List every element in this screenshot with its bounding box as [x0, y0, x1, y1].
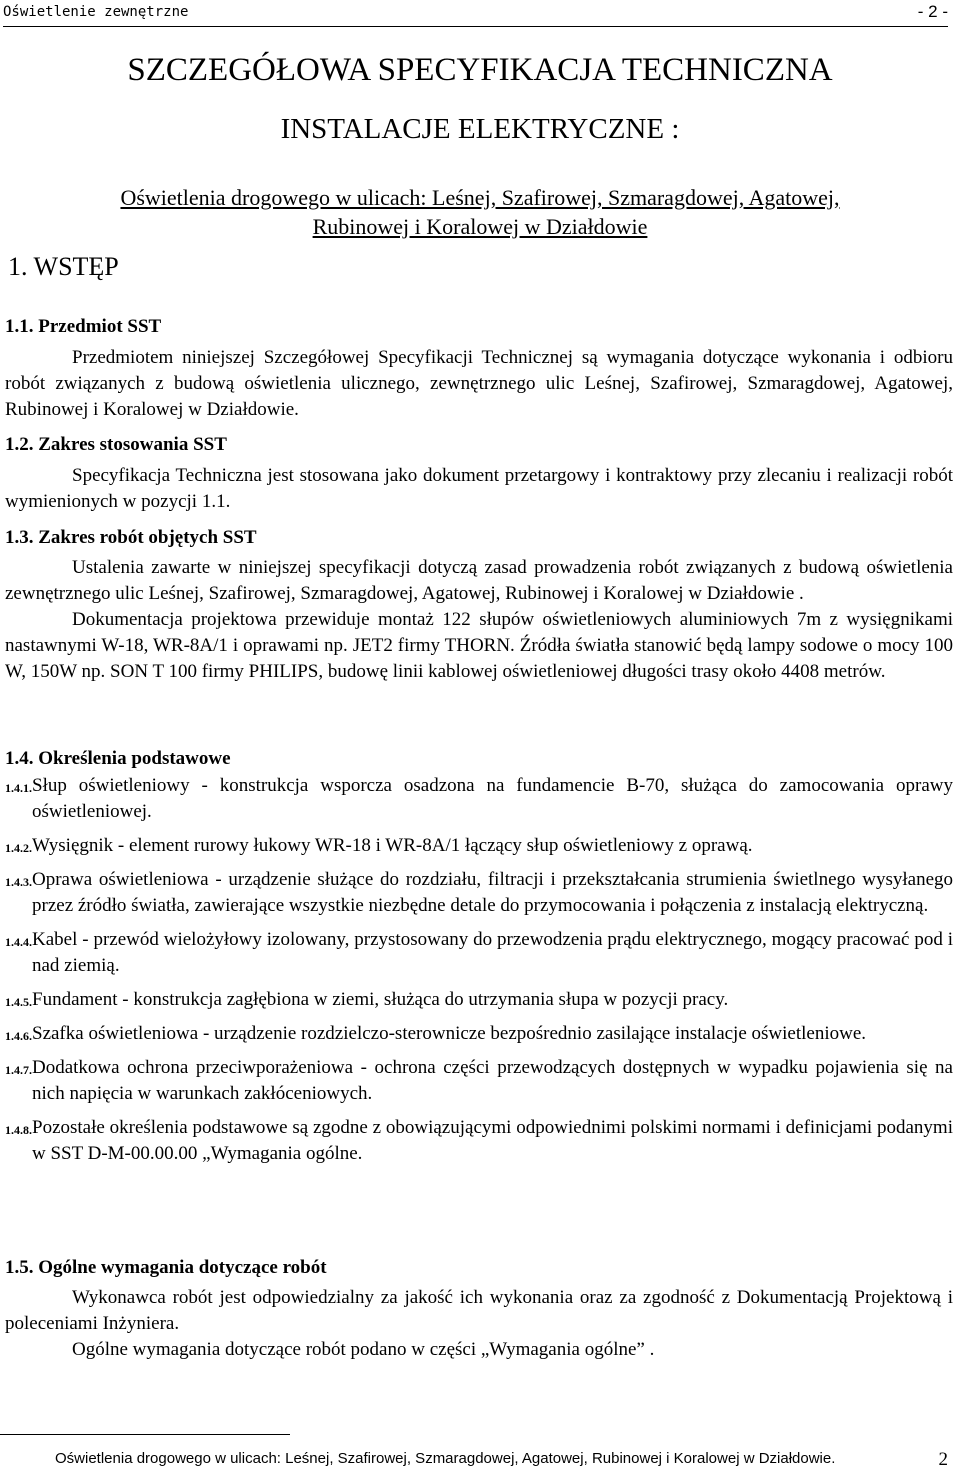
definition-number: 1.4.4.	[5, 935, 32, 949]
section-1-5-paragraph-1: Wykonawca robót jest odpowiedzialny za jakość ich wykonania oraz za zgodność z Dokumentacją Projektową i poleceniami Inżyniera.	[5, 1287, 953, 1334]
definition-item	[5, 1021, 953, 1047]
definition-text: Szafka oświetleniowa - urządzenie rozdzielczo-sterownicze bezpośrednio zasilające instalacje oświetleniowe.	[32, 1023, 867, 1044]
project-name-line-1: Oświetlenia drogowego w ulicach: Leśnej, Szafirowej, Szmaragdowej, Agatowej,	[120, 185, 840, 210]
definition-text: Kabel - przewód wielożyłowy izolowany, przystosowany do przewodzenia prądu elektrycznego, mogący pracować pod i nad ziemią.	[32, 929, 953, 976]
definition-item	[5, 833, 953, 859]
definition-text: Pozostałe określenia podstawowe są zgodne z obowiązującymi odpowiednimi polskimi normami i definicjami podanymi w SST D-M-00.00.00 „Wymagania ogólne.	[32, 1117, 953, 1164]
section-1-3-heading: 1.3. Zakres robót objętych SST	[5, 527, 257, 548]
section-1-4	[5, 746, 953, 1167]
section-1-3-paragraph-2: Dokumentacja projektowa przewiduje montaż 122 słupów oświetleniowych aluminiowych 7m z wysięgnikami nastawnymi W-18, WR-8A/1 i oprawami np. JET2 firmy THORN. Źródła światła stanowić będą lampy sodowe o mocy 100 W, 150W np. SON T 100 firmy PHILIPS, budowę linii kablowej oświetleniowej długości trasy około 4408 metrów.	[5, 609, 953, 682]
section-1-5-paragraph-2: Ogólne wymagania dotyczące robót podano w części „Wymagania ogólne” .	[72, 1339, 655, 1360]
section-1-2	[5, 432, 953, 515]
definition-number: 1.4.5.	[5, 995, 32, 1009]
header-title: Oświetlenie zewnętrzne	[3, 4, 189, 20]
section-1-1	[5, 314, 953, 423]
definition-item	[5, 987, 953, 1013]
footer-page-number: 2	[938, 1449, 948, 1470]
definition-text: Słup oświetleniowy - konstrukcja wsporcza osadzona na fundamencie B-70, służąca do zamocowania oprawy oświetleniowej.	[32, 775, 953, 822]
definition-number: 1.4.8.	[5, 1123, 32, 1137]
section-1-3-paragraph-1: Ustalenia zawarte w niniejszej specyfikacji dotyczą zasad prowadzenia robót związanych z budową oświetlenia zewnętrznego ulic Leśnej, Szafirowej, Szmaragdowej, Agatowej, Rubinowej i Koralowej w Działdowie .	[5, 557, 953, 604]
header-page-number: - 2 -	[917, 2, 948, 21]
definition-text: Fundament - konstrukcja zagłębiona w ziemi, służąca do utrzymania słupa w pozycji pracy.	[32, 989, 729, 1010]
section-1-2-body: Specyfikacja Techniczna jest stosowana jako dokument przetargowy i kontraktowy przy zlecaniu i realizacji robót wymienionych w pozycji 1.1.	[5, 465, 953, 512]
definition-number: 1.4.2.	[5, 841, 32, 855]
definition-number: 1.4.1.	[5, 781, 32, 795]
definition-item	[5, 927, 953, 979]
footer-divider	[0, 1434, 290, 1435]
definition-text: Dodatkowa ochrona przeciwporażeniowa - ochrona części przewodzących dostępnych w wypadku pojawienia się na nich napięcia w warunkach zakłóceniowych.	[32, 1057, 953, 1104]
document-subtitle: INSTALACJE ELEKTRYCZNE :	[280, 113, 680, 145]
section-1-1-body: Przedmiotem niniejszej Szczegółowej Specyfikacji Technicznej są wymagania dotyczące wykonania i odbioru robót związanych z budową oświetlenia ulicznego, zewnętrznego ulic Leśnej, Szafirowej, Szmaragdowej, Agatowej, Rubinowej i Koralowej w Działdowie.	[5, 347, 953, 420]
section-1-4-heading: 1.4. Określenia podstawowe	[5, 748, 231, 769]
section-1-5	[5, 1255, 953, 1363]
section-1-5-heading: 1.5. Ogólne wymagania dotyczące robót	[5, 1257, 327, 1278]
section-heading-introduction: 1. WSTĘP	[8, 252, 119, 281]
page-header	[3, 4, 948, 27]
document-title: SZCZEGÓŁOWA SPECYFIKACJA TECHNICZNA	[127, 52, 833, 88]
definition-text: Wysięgnik - element rurowy łukowy WR-18 i WR-8A/1 łączący słup oświetleniowy z oprawą.	[32, 835, 753, 856]
project-name	[0, 183, 960, 241]
definition-number: 1.4.3.	[5, 875, 32, 889]
project-name-line-2: Rubinowej i Koralowej w Działdowie	[312, 214, 648, 239]
section-1-1-heading: 1.1. Przedmiot SST	[5, 316, 162, 337]
definition-text: Oprawa oświetleniowa - urządzenie służące do rozdziału, filtracji i przekształcania strumienia świetlnego wysyłanego przez źródło światła, zawierające wszystkie niezbędne detale do przymocowania i połączenia z instalacją elektryczną.	[32, 869, 953, 916]
definition-item	[5, 1115, 953, 1167]
definition-number: 1.4.6.	[5, 1029, 32, 1043]
definition-item	[5, 1055, 953, 1107]
section-1-3	[5, 525, 953, 685]
definition-item	[5, 773, 953, 825]
section-1-2-heading: 1.2. Zakres stosowania SST	[5, 434, 227, 455]
definition-item	[5, 867, 953, 919]
footer-text: Oświetlenia drogowego w ulicach: Leśnej, Szafirowej, Szmaragdowej, Agatowej, Rubinowej i Koralowej w Działdowie.	[55, 1450, 836, 1467]
definition-number: 1.4.7.	[5, 1063, 32, 1077]
